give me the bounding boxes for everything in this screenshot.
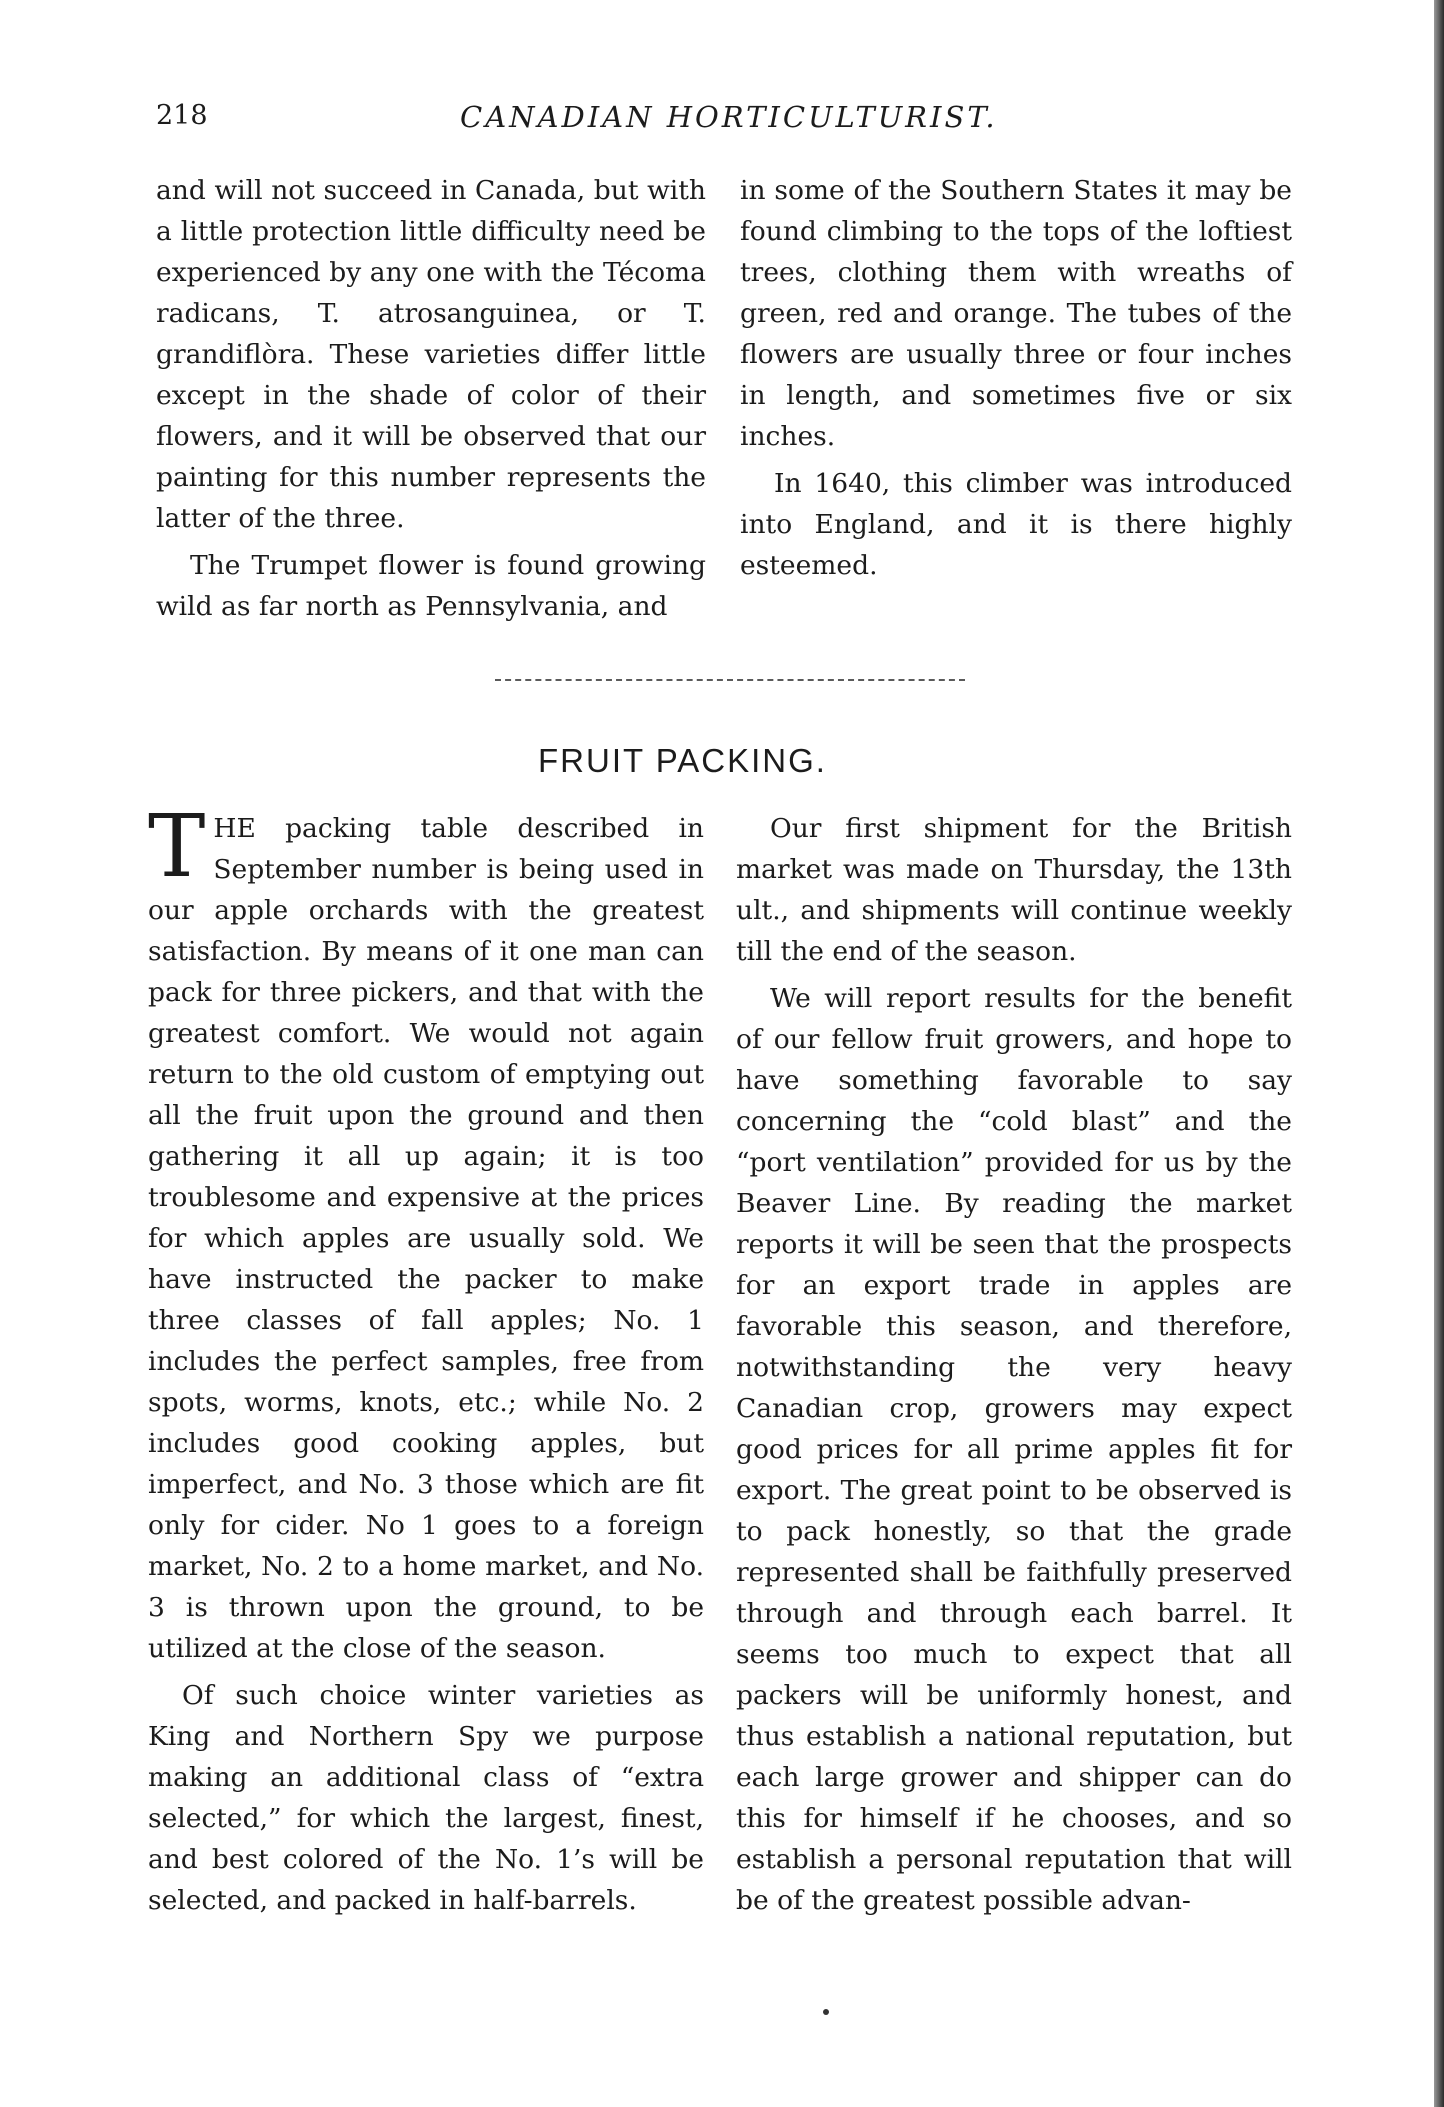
paragraph: and will not succeed in Canada, but with a little protection little difficulty need be experienced by any one with the Técoma radicans, T. atrosanguinea, or T. grandiflòra. These varieties differ little except in the shade of color of their flowers, and it will be observed that our painting for this number represents the latter of the three. xyxy=(156,175,706,534)
paragraph: We will report results for the benefit of our fellow fruit growers, and hope to have something favorable to say concerning the “cold blast” and the “port ventilation” provided for us by the Beaver Line. By reading the market reports it will be seen that the prospects for an export trade in apples are favorable this season, and therefore, notwithstanding the very heavy Canadian crop, growers may expect good prices for all prime apples fit for export. The great point to be observed is to pack honestly, so that the grade represented shall be faithfully preserved through and through each barrel. It seems too much to expect that all packers will be uniformly honest, and thus establish a national reputation, but each large grower and shipper can do this for himself if he chooses, and so establish a personal reputation that will be of the greatest possible advan- xyxy=(736,983,1292,1916)
top-article-right-column xyxy=(740,170,1292,586)
paragraph: The Trumpet flower is found growing wild as far north as Pennsylvania, and xyxy=(156,550,706,622)
top-article-left-column xyxy=(156,170,706,627)
paragraph: Our first shipment for the British market was made on Thursday, the 13th ult., and shipments will continue weekly till the end of the season. xyxy=(736,813,1292,967)
drop-cap: T xyxy=(148,797,206,897)
binding-shadow xyxy=(1434,0,1444,2107)
section-title: FRUIT PACKING. xyxy=(538,742,827,779)
paragraph: Of such choice winter varieties as King and Northern Spy we purpose making an additional class of “extra selected,” for which the largest, finest, and best colored of the No. 1’s will be selected, and packed in half-barrels. xyxy=(148,1680,704,1916)
stray-ink-dot xyxy=(823,2009,829,2015)
running-head: CANADIAN HORTICULTURIST. xyxy=(460,100,998,134)
section-separator xyxy=(495,679,965,681)
fruit-packing-right-column xyxy=(736,808,1292,1921)
paragraph-text: HE packing table described in September number is being used in our apple orchards with the greatest satisfaction. By means of it one man can pack for three pickers, and that with the greatest comfort. We would not again return to the old custom of emptying out all the fruit upon the ground and then gathering it all up again; it is too troublesome and expensive at the prices for which apples are usually sold. We have instructed the packer to make three classes of fall apples; No. 1 includes the perfect samples, free from spots, worms, knots, etc.; while No. 2 includes good cooking apples, but imperfect, and No. 3 those which are fit only for cider. No 1 goes to a foreign market, No. 2 to a home market, and No. 3 is thrown upon the ground, to be utilized at the close of the season. xyxy=(148,813,704,1664)
paragraph: In 1640, this climber was introduced into England, and it is there highly esteemed. xyxy=(740,468,1292,581)
page-number: 218 xyxy=(156,100,208,131)
paragraph xyxy=(148,797,704,1669)
paragraph: in some of the Southern States it may be found climbing to the tops of the loftiest trees, clothing them with wreaths of green, red and orange. The tubes of the flowers are usually three or four inches in length, and sometimes five or six inches. xyxy=(740,175,1292,452)
fruit-packing-left-column xyxy=(148,797,704,1921)
